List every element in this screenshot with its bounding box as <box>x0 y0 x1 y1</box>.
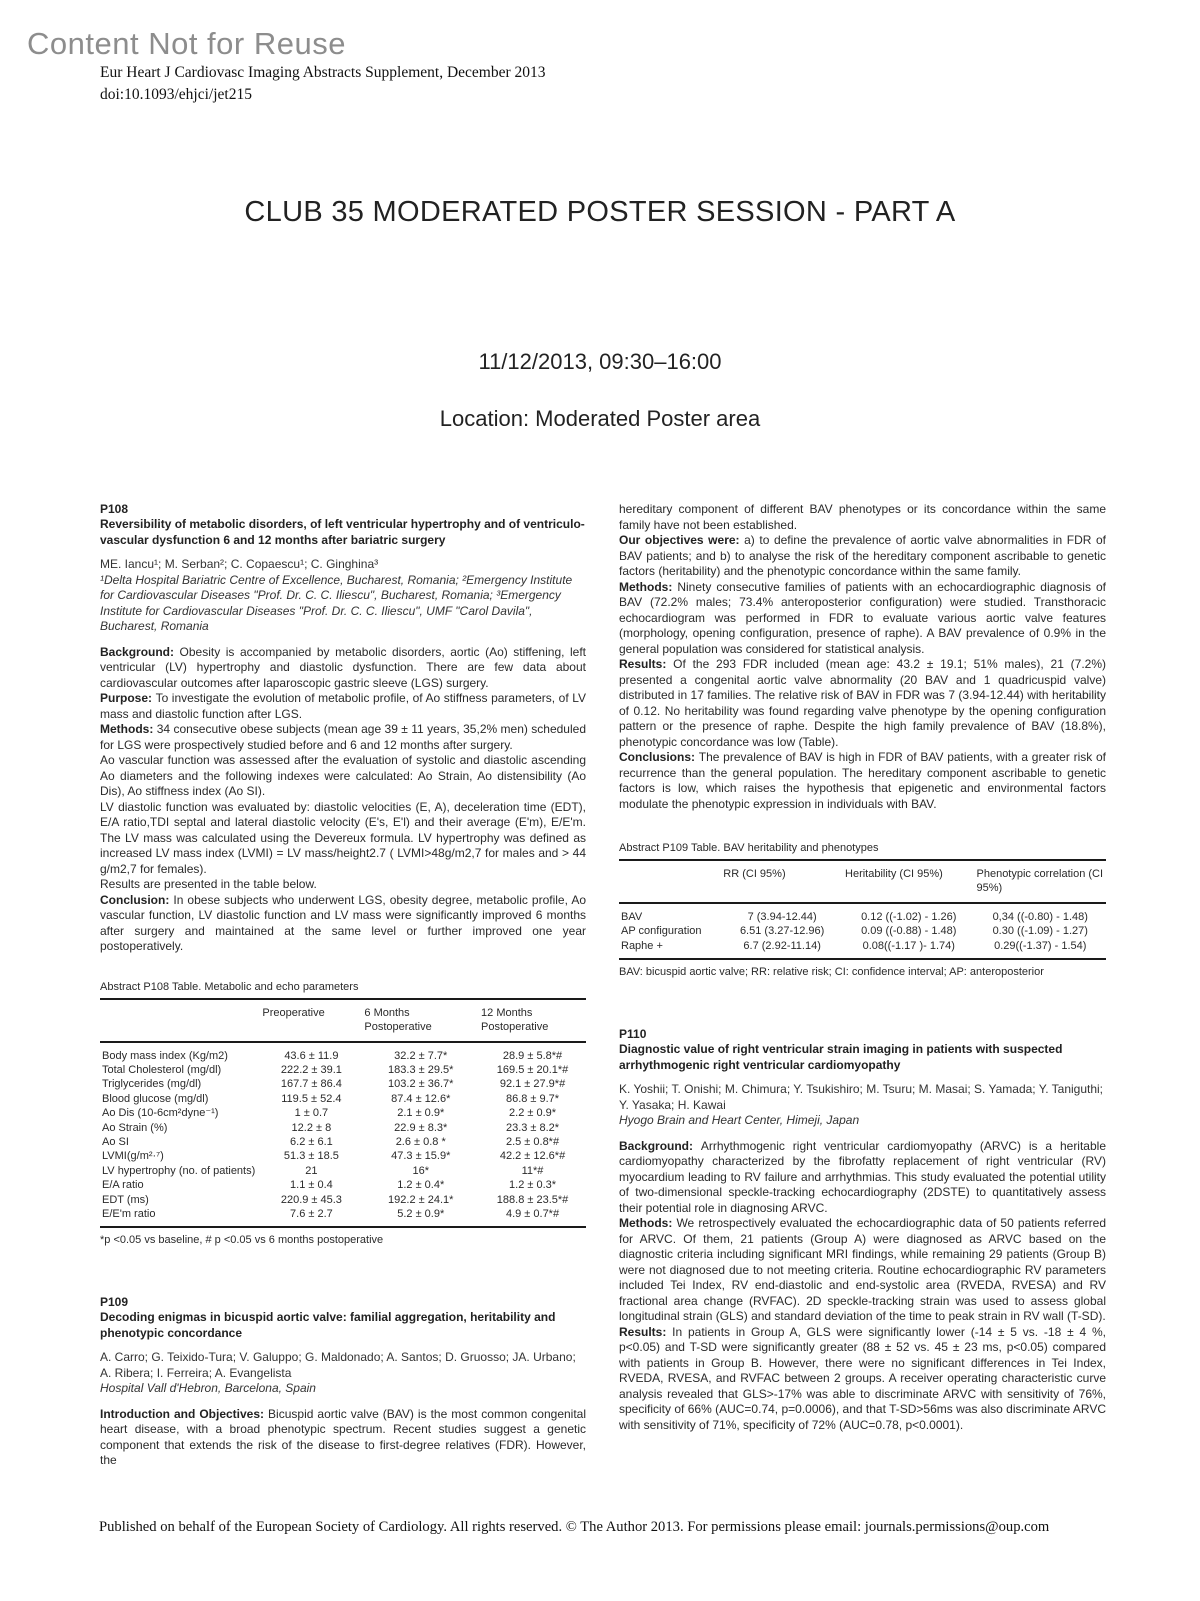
table-row <box>100 1042 586 1063</box>
row-label: AP configuration <box>621 925 702 938</box>
paragraph-text: a) to define the prevalence of aortic valve abnormalities in FDR of BAV patients; and b) to analyse the risk of the hereditary component ascribable to genetic factors (heritability) and the phenotypic concordance within the same family. <box>619 533 1106 578</box>
table-cell: 92.1 ± 27.9*# <box>499 1078 566 1091</box>
table-cell: 42.2 ± 12.6*# <box>499 1150 566 1163</box>
paragraph <box>619 580 1106 658</box>
table-row <box>100 1092 586 1106</box>
paragraph-text: Of the 293 FDR included (mean age: 43.2 ± 19.1; 51% males), 21 (7.2%) presented a congenital aortic valve abnormality (20 BAV and 1 quadricuspid valve) distributed in 17 families. The relative risk of BAV in FDR was 7 (3.94-12.44) with heritability of 0.12. No heritability was found regarding valve phenotype by the opening configuration pattern or the presence of raphe. Despite the high family prevalence of BAV (18.8%), phenotypic concordance was low (Table). <box>619 657 1106 749</box>
table-cell: 2.6 ± 0.8 * <box>395 1135 446 1148</box>
abstract-body-p109-continuation <box>619 502 1106 812</box>
table-cell: 21 <box>305 1164 318 1177</box>
table-row <box>100 1106 586 1120</box>
journal-header <box>100 62 546 106</box>
row-label: Ao Strain (%) <box>102 1121 168 1134</box>
table-caption-p108: Abstract P108 Table. Metabolic and echo parameters <box>100 980 359 993</box>
row-label: E/E'm ratio <box>102 1207 156 1220</box>
table-row <box>619 903 1106 924</box>
paragraph-label: Methods: <box>100 722 157 736</box>
column-header: RR (CI 95%) <box>721 860 843 903</box>
table-cell: 188.8 ± 23.5*# <box>496 1193 569 1206</box>
doi-line: doi:10.1093/ehjci/jet215 <box>100 86 252 103</box>
table-row <box>100 1207 586 1227</box>
table-cell: 28.9 ± 5.8*# <box>502 1049 563 1062</box>
paragraph-text: Results are presented in the table below. <box>100 877 317 891</box>
right-column <box>619 502 1106 1469</box>
column-header: Phenotypic correlation (CI 95%) <box>975 860 1107 903</box>
copyright-footer: Published on behalf of the European Society of Cardiology. All rights reserved. © The Author 2013. For permissions please email: journals.permissions@oup.com <box>99 1519 1050 1535</box>
table-cell: 192.2 ± 24.1* <box>388 1193 454 1206</box>
table-cell: 32.2 ± 7.7* <box>394 1049 448 1062</box>
paragraph <box>619 1325 1106 1434</box>
paragraph-text: In obese subjects who underwent LGS, obesity degree, metabolic profile, Ao vascular function, LV diastolic function and LV mass were significantly improved 6 months after surgery and maintained at the same level or further improved one year postoperatively. <box>100 892 586 953</box>
paragraph-label: Conclusion: <box>100 892 174 907</box>
affiliation-p109: Hospital Vall d'Hebron, Barcelona, Spain <box>100 1381 316 1396</box>
table-cell: 86.8 ± 9.7* <box>505 1092 560 1105</box>
paragraph <box>619 533 1106 580</box>
column-header: Heritability (CI 95%) <box>843 860 974 903</box>
session-title: CLUB 35 MODERATED POSTER SESSION - PART A <box>244 196 956 228</box>
abstract-p108 <box>100 502 586 1246</box>
table-row <box>619 924 1106 938</box>
two-column-body <box>100 502 1106 1469</box>
table-cell: 87.4 ± 12.6* <box>391 1092 451 1105</box>
journal-title-line: Eur Heart J Cardiovasc Imaging Abstracts Supplement, December 2013 <box>100 64 546 81</box>
paragraph-text: The prevalence of BAV is high in FDR of BAV patients, with a greater risk of recurrence than the general population. The hereditary component ascribable to genetic factors is low, which raises the hypothesis that epigenetic and environmental factors modulate the phenotypic expression in individuals with BAV. <box>619 750 1106 811</box>
table-cell: 0.09 ((-0.88) - 1.48) <box>861 925 957 938</box>
paragraph-label: Methods: <box>619 1216 677 1231</box>
abstract-title-p110: Diagnostic value of right ventricular strain imaging in patients with suspected arrhythmogenic right ventricular cardiomyopathy <box>619 1042 1063 1072</box>
table-header-row <box>619 860 1106 903</box>
paragraph-label: Background: <box>619 1138 701 1153</box>
table-row <box>100 1135 586 1149</box>
paragraph <box>619 502 1106 533</box>
row-label: LVMI(g/m²·⁷) <box>102 1150 164 1163</box>
table-cell: 5.2 ± 0.9* <box>397 1207 445 1220</box>
paragraph <box>100 691 586 722</box>
row-label: LV hypertrophy (no. of patients) <box>102 1164 256 1177</box>
abstract-body-p109-intro <box>100 1407 586 1469</box>
paragraph-text: We retrospectively evaluated the echocardiographic data of 50 patients referred for ARVC. Of them, 21 patients (Group A) were diagnosed as ARVC based on the diagnostic criteria including significant MRI findings, while remaining 29 patients (Group B) were not diagnosed due to not meeting criteria. Routine echocardiographic RV parameters included Tei Index, RV end-diastolic and end-systolic area (RVEDA, RVESA) and RV fractional area change (RVFAC). 2D speckle-tracking strain was used to assess global longitudinal strain (GLS) and standard deviation of the time to peak strain in RV wall (T-SD). <box>619 1216 1106 1324</box>
table-cell: 2.2 ± 0.9* <box>509 1107 557 1120</box>
column-header: 12 Months Postoperative <box>479 999 586 1042</box>
paragraph-label: Our objectives were: <box>619 533 745 547</box>
table-caption-p109: Abstract P109 Table. BAV heritability and phenotypes <box>619 842 879 854</box>
table-cell: 43.6 ± 11.9 <box>284 1049 339 1062</box>
table-cell: 7.6 ± 2.7 <box>290 1207 333 1220</box>
abstract-body-p110 <box>619 1139 1106 1434</box>
paragraph <box>100 753 586 800</box>
paragraph <box>619 1139 1106 1217</box>
table-cell: 51.3 ± 18.5 <box>283 1150 339 1163</box>
abstract-id-p108: P108 <box>100 502 129 516</box>
paragraph-text: Obesity is accompanied by metabolic disorders, aortic (Ao) stiffening, left ventricular (LV) hypertrophy and diastolic dysfunction. There are few data about cardiovascular outcomes after laparoscopic gastric sleeve (LGS) surgery. <box>100 644 586 690</box>
paragraph <box>100 877 586 893</box>
affiliation-p108: ¹Delta Hospital Bariatric Centre of Excellence, Bucharest, Romania; ²Emergency Institute for Cardiovascular Diseases "Prof. Dr. C. C. Iliescu", Bucharest, Romania; ³Emergency Institute for Cardiovascular Diseases "Prof. Dr. C. C. Iliescu", UMF "Carol Davila", Bucharest, Romania <box>100 572 573 633</box>
paragraph-label: Conclusions: <box>619 750 699 764</box>
paragraph-label: Introduction and Objectives: <box>100 1406 269 1421</box>
table-footnote-p108: *p <0.05 vs baseline, # p <0.05 vs 6 months postoperative <box>100 1234 384 1247</box>
row-label: EDT (ms) <box>102 1193 149 1206</box>
paragraph <box>100 800 586 878</box>
table-cell: 0.08((-1.17 )- 1.74) <box>862 939 955 952</box>
table-cell: 6.2 ± 6.1 <box>290 1135 333 1148</box>
paragraph-text: 34 consecutive obese subjects (mean age 39 ± 11 years, 35,2% men) scheduled for LGS were prospectively studied before and 6 and 12 months after surgery. <box>100 722 586 752</box>
table-cell: 6.7 (2.92-11.14) <box>743 939 821 952</box>
row-label: Raphe + <box>621 939 663 952</box>
table-row <box>100 1164 586 1178</box>
table-cell: 16* <box>412 1164 429 1177</box>
session-location: Location: Moderated Poster area <box>439 406 761 431</box>
paragraph-text: Arrhythmogenic right ventricular cardiomyopathy (ARVC) is a heritable cardiomyopathy characterized by the fibrofatty replacement of right ventricular (RV) myocardium leading to RV failure and arrhythmias. This study evaluated the potential utility of two-dimensional speckle-tracking echocardiography (2DSTE) to quantitatively assess their potential role in diagnosing ARVC. <box>619 1138 1106 1215</box>
table-cell: 2.1 ± 0.9* <box>397 1107 445 1120</box>
paragraph-text: LV diastolic function was evaluated by: diastolic velocities (E, A), deceleration time (EDT), E/A ratio,TDI septal and lateral diastolic velocity (E's, E'l) and their average (E'm), E/E'm. The LV mass was calculated using the Devereux formula. LV hypertrophy was defined as increased LV mass index (LVMI) = LV mass/height2.7 ( LVMI>48g/m2,7 for males and > 44 g/m2,7 for females). <box>100 799 586 876</box>
table-cell: 4.9 ± 0.7*# <box>505 1207 560 1220</box>
table-cell: 1.1 ± 0.4 <box>290 1179 333 1192</box>
abstract-id-p109: P109 <box>100 1295 129 1310</box>
table-cell: 183.3 ± 29.5* <box>388 1063 454 1076</box>
table-footnote-p109: BAV: bicuspid aortic valve; RR: relative risk; CI: confidence interval; AP: anteroposterior <box>619 966 1044 979</box>
table-cell: 2.5 ± 0.8*# <box>505 1135 560 1148</box>
table-row <box>100 1193 586 1207</box>
authors-p108: ME. Iancu¹; M. Serban²; C. Copaescu¹; C. Ginghina³ <box>100 557 379 571</box>
row-label: Body mass index (Kg/m2) <box>102 1049 228 1062</box>
abstract-p110 <box>619 1027 1106 1433</box>
column-header: Preoperative <box>260 999 362 1042</box>
row-label: E/A ratio <box>102 1179 144 1192</box>
table-cell: 119.5 ± 52.4 <box>281 1092 342 1105</box>
paragraph-label: Methods: <box>619 579 678 594</box>
paragraph <box>100 645 586 692</box>
paragraph-text: In patients in Group A, GLS were significantly lower (-14 ± 5 vs. -18 ± 4 %, p<0.05) and T-SD were significantly greater (88 ± 52 vs. 45 ± 23 ms, p<0.05) compared with patients in Group B. However, there were no significant differences in Tei Index, RVEDA, RVESA, and RVFAC between 2 groups. A receiver operating characteristic curve analysis revealed that GLS>-17% was able to discriminate ARVC with sensitivity of 76%, specificity of 66% (AUC=0.74, p=0.0006), and that T-SD>56ms was also discriminate ARVC with sensitivity of 71%, specificity of 72% (AUC=0.78, p<0.0001). <box>619 1324 1106 1432</box>
authors-p109: A. Carro; G. Teixido-Tura; V. Galuppo; G. Maldonado; A. Santos; D. Gruosso; JA. Urbano; A. Ribera; I. Ferreira; A. Evangelista <box>100 1350 576 1380</box>
abstract-title-p108: Reversibility of metabolic disorders, of left ventricular hypertrophy and of ventriculo-vascular dysfunction 6 and 12 months after bariatric surgery <box>100 517 585 547</box>
table-row <box>100 1063 586 1077</box>
table-cell: 12.2 ± 8 <box>291 1121 332 1134</box>
paragraph <box>619 1216 1106 1325</box>
row-label: BAV <box>621 911 643 923</box>
p109-table-block <box>619 842 1106 978</box>
p108-table-block <box>100 981 586 1247</box>
row-label: Blood glucose (mg/dl) <box>102 1092 209 1105</box>
table-p109 <box>619 859 1106 960</box>
row-label: Total Cholesterol (mg/dl) <box>102 1063 222 1076</box>
table-row <box>619 939 1106 959</box>
table-row <box>100 1149 586 1163</box>
table-cell: 0.12 ((-1.02) - 1.26) <box>861 911 957 923</box>
table-row <box>100 1178 586 1192</box>
table-cell: 1.2 ± 0.3* <box>509 1179 557 1192</box>
paragraph <box>619 750 1106 812</box>
table-cell: 220.9 ± 45.3 <box>280 1193 342 1206</box>
table-cell: 167.7 ± 86.4 <box>280 1078 342 1091</box>
table-header-row <box>100 999 586 1042</box>
row-label: Triglycerides (mg/dl) <box>102 1078 202 1091</box>
paragraph-text: To investigate the evolution of metabolic profile, of Ao stiffness parameters, of LV mass and diastolic function after LGS. <box>100 691 586 721</box>
paragraph <box>619 657 1106 750</box>
column-header <box>619 860 721 903</box>
paragraph-label: Background: <box>100 644 180 659</box>
abstract-p109-left <box>100 1295 586 1469</box>
paragraph-text: Ao vascular function was assessed after the evaluation of systolic and diastolic ascending Ao diameters and the following indexes were calculated: Ao Strain, Ao distensibility (Ao Dis), Ao stiffness index (Ao SI). <box>100 753 586 798</box>
table-cell: 23.3 ± 8.2* <box>505 1121 560 1134</box>
abstract-body-p108 <box>100 645 586 955</box>
watermark-text: Content Not for Reuse <box>27 26 346 61</box>
table-cell: 1.2 ± 0.4* <box>397 1179 445 1192</box>
paragraph <box>100 722 586 753</box>
paragraph <box>100 1407 586 1469</box>
table-cell: 22.9 ± 8.3* <box>394 1121 448 1134</box>
paragraph <box>100 893 586 955</box>
table-cell: 0,34 ((-0.80) - 1.48) <box>992 911 1088 923</box>
table-cell: 169.5 ± 20.1*# <box>496 1063 569 1076</box>
table-cell: 7 (3.94-12.44) <box>747 911 817 923</box>
paragraph-text: hereditary component of different BAV phenotypes or its concordance within the same family have not been established. <box>619 502 1106 532</box>
abstract-title-p109: Decoding enigmas in bicuspid aortic valve: familial aggregation, heritability and phenotypic concordance <box>100 1310 556 1340</box>
authors-p110: K. Yoshii; T. Onishi; M. Chimura; Y. Tsukishiro; M. Tsuru; M. Masai; S. Yamada; Y. Taniguthi; Y. Yasaka; H. Kawai <box>619 1082 1104 1112</box>
table-row <box>100 1077 586 1091</box>
row-label: Ao SI <box>102 1135 129 1148</box>
table-cell: 1 ± 0.7 <box>294 1107 329 1120</box>
left-column <box>100 502 586 1469</box>
paragraph-label: Results: <box>619 657 674 671</box>
table-cell: 0.30 ((-1.09) - 1.27) <box>992 925 1088 938</box>
column-header <box>100 999 260 1042</box>
paragraph-label: Results: <box>619 1324 673 1339</box>
table-cell: 0.29((-1.37) - 1.54) <box>994 939 1087 952</box>
table-row <box>100 1121 586 1135</box>
paragraph-text: Bicuspid aortic valve (BAV) is the most common congenital heart disease, with a broad phenotypic spectrum. Recent studies suggest a genetic component that extends the risk of the disease to first-degree relatives (FDR). However, the <box>100 1406 587 1468</box>
table-cell: 6.51 (3.27-12.96) <box>739 925 825 938</box>
table-p108 <box>100 998 586 1229</box>
affiliation-p110: Hyogo Brain and Heart Center, Himeji, Japan <box>619 1113 860 1128</box>
table-cell: 47.3 ± 15.9* <box>391 1150 451 1163</box>
row-label: Ao Dis (10-6cm²dyne⁻¹) <box>102 1107 219 1120</box>
paragraph-label: Purpose: <box>100 691 156 705</box>
table-cell: 103.2 ± 36.7* <box>388 1078 454 1091</box>
table-cell: 222.2 ± 39.1 <box>280 1063 342 1076</box>
table-cell: 11*# <box>521 1164 544 1177</box>
session-datetime: 11/12/2013, 09:30–16:00 <box>478 349 722 374</box>
paragraph-text: Ninety consecutive families of patients with an echocardiographic diagnosis of BAV (72.2% males; 73.4% anteroposterior configuration) were studied. Transthoracic echocardiogram was performed in FDR to evaluate various aortic valve features (morphology, opening configuration, presence of raphe). A BAV prevalence of 0.9% in the general population was considered for statistical analysis. <box>619 579 1106 656</box>
column-header: 6 Months Postoperative <box>362 999 479 1042</box>
abstract-id-p110: P110 <box>619 1027 647 1042</box>
